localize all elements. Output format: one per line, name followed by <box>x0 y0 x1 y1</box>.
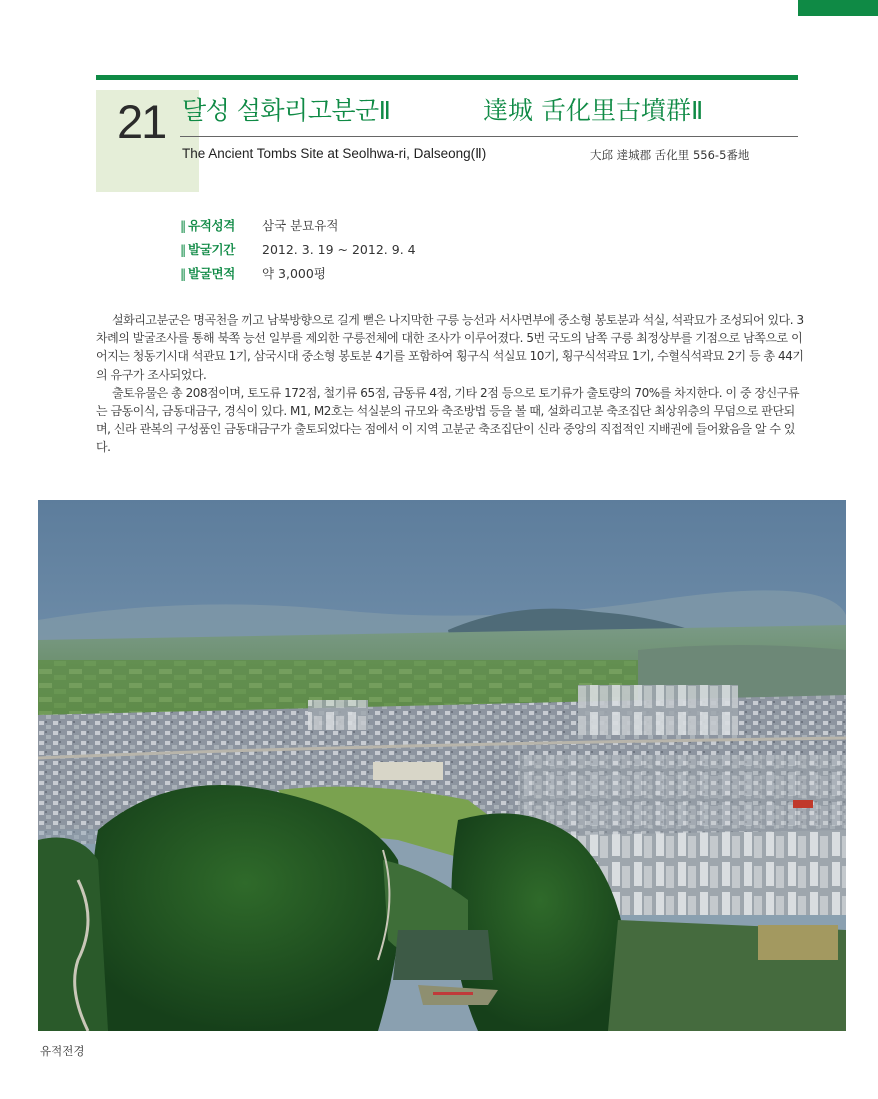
site-number: 21 <box>117 95 166 148</box>
info-row-period <box>180 237 416 261</box>
site-info <box>180 213 416 285</box>
info-row-area <box>180 261 416 285</box>
info-label: ‖ 유적성격 <box>180 218 236 233</box>
info-value: 2012. 3. 19 ~ 2012. 9. 4 <box>262 241 416 257</box>
title-korean: 달성 설화리고분군Ⅱ <box>182 96 391 125</box>
info-value: 약 3,000평 <box>262 266 326 281</box>
corner-tab <box>798 0 878 16</box>
body-paragraph: 출토유물은 총 208점이며, 토도류 172점, 철기류 65점, 금동류 4점, 기타 2점 등으로 토기류가 출토량의 70%를 차지한다. 이 중 장신구류는 금동이식, 금동대금구, 경식이 있다. M1, M2호는 석실분의 규모와 축조방법 등을 볼 때, 설화리고분 축조집단 최상위층의 무덤으로 판단되며, 신라 관복의 구성품인 금동대금구가 출토되었다는 점에서 이 지역 고분군 축조집단이 신라 중앙의 직접적인 지배권에 들어왔음을 알 수 있다. <box>96 385 800 455</box>
info-row-type <box>180 213 416 237</box>
aerial-photo <box>38 500 846 1031</box>
title-rule <box>180 136 798 137</box>
title-english: The Ancient Tombs Site at Seolhwa-ri, Dalseong(Ⅱ) <box>182 146 487 161</box>
body-text <box>96 311 808 457</box>
site-address: 大邱 達城郡 舌化里 556-5番地 <box>590 148 750 162</box>
photo-caption: 유적전경 <box>40 1044 85 1058</box>
info-label: ‖ 발굴기간 <box>180 242 236 257</box>
title-hanja: 達城 舌化里古墳群Ⅱ <box>483 96 704 125</box>
top-rule <box>96 75 798 80</box>
body-paragraph: 설화리고분군은 명곡천을 끼고 남북방향으로 길게 뻗은 나지막한 구릉 능선과 서사면부에 중소형 봉토분과 석실, 석곽묘가 조성되어 있다. 3차례의 발굴조사를 통해 북쪽 능선 일부를 제외한 구릉전체에 대한 조사가 이루어졌다. 5번 국도의 남쪽 구릉 최정상부를 기점으로 남쪽으로 이어지는 청동기시대 석관묘 1기, 삼국시대 중소형 봉토분 4기를 포함하여 횡구식 석실묘 10기, 횡구식석곽묘 1기, 수혈식석곽묘 2기 등 총 44기의 유구가 조사되었다. <box>96 313 804 382</box>
info-value: 삼국 분묘유적 <box>262 218 339 233</box>
info-label: ‖ 발굴면적 <box>180 266 236 281</box>
